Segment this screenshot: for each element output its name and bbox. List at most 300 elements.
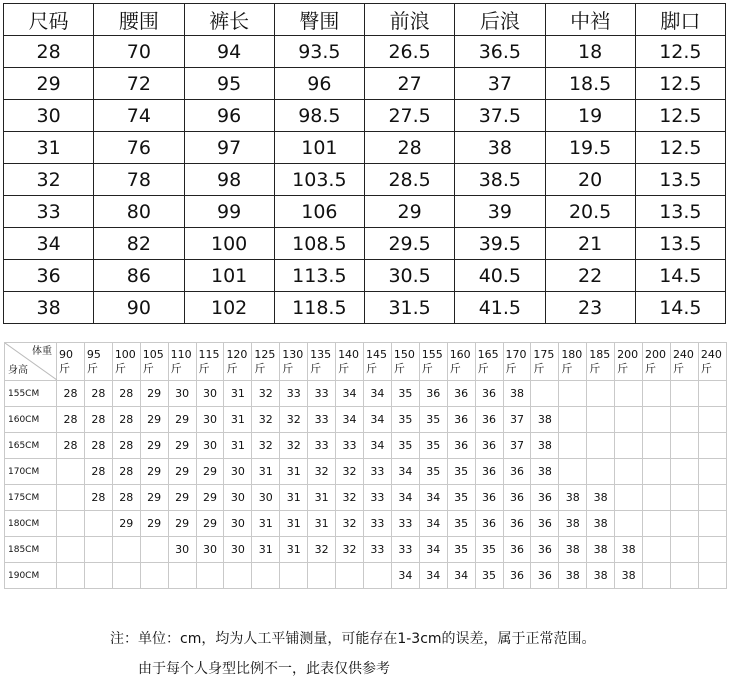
weight-header-cell — [308, 343, 336, 381]
size-recommendation-cell: 35 — [391, 381, 419, 407]
size-recommendation-cell: 31 — [224, 407, 252, 433]
weight-value: 200 — [617, 347, 639, 361]
size-recommendation-cell: 31 — [280, 485, 308, 511]
size-recommendation-cell: 37 — [503, 407, 531, 433]
size-recommendation-cell — [559, 407, 587, 433]
weight-unit: 斤 — [477, 361, 489, 375]
size-recommendation-cell: 38 — [587, 485, 615, 511]
height-row — [5, 563, 727, 589]
size-recommendation-cell: 31 — [280, 459, 308, 485]
weight-value: 115 — [198, 347, 220, 361]
size-recommendation-cell: 30 — [224, 511, 252, 537]
size-cell: 12.5 — [635, 100, 725, 132]
size-recommendation-cell: 30 — [224, 485, 252, 511]
size-recommendation-cell: 38 — [587, 563, 615, 589]
size-recommendation-cell: 32 — [280, 433, 308, 459]
height-row — [5, 433, 727, 459]
weight-unit: 斤 — [617, 361, 629, 375]
weight-height-table — [4, 342, 727, 589]
size-cell: 76 — [94, 132, 184, 164]
size-recommendation-cell — [670, 433, 698, 459]
size-recommendation-cell: 28 — [84, 381, 112, 407]
weight-unit: 斤 — [505, 361, 517, 375]
weight-header-cell — [57, 343, 85, 381]
weight-unit: 斤 — [86, 361, 98, 375]
size-cell: 30.5 — [365, 260, 455, 292]
size-recommendation-cell — [57, 563, 85, 589]
weight-value: 120 — [226, 347, 248, 361]
size-cell: 30 — [4, 100, 94, 132]
size-recommendation-cell: 29 — [112, 511, 140, 537]
size-recommendation-cell: 28 — [112, 433, 140, 459]
height-row — [5, 407, 727, 433]
size-row — [4, 196, 726, 228]
size-cell: 18 — [545, 36, 635, 68]
size-recommendation-cell: 36 — [447, 433, 475, 459]
height-row — [5, 511, 727, 537]
size-recommendation-cell: 34 — [363, 433, 391, 459]
size-cell: 38 — [455, 132, 545, 164]
size-recommendation-cell: 38 — [615, 563, 643, 589]
weight-header-cell — [643, 343, 671, 381]
size-recommendation-cell: 34 — [363, 407, 391, 433]
weight-value: 140 — [338, 347, 360, 361]
size-recommendation-cell: 36 — [531, 511, 559, 537]
size-recommendation-cell: 28 — [112, 381, 140, 407]
size-cell: 96 — [274, 68, 364, 100]
size-recommendation-cell: 28 — [84, 459, 112, 485]
size-recommendation-cell: 28 — [57, 433, 85, 459]
size-recommendation-cell — [587, 433, 615, 459]
weight-header-cell — [503, 343, 531, 381]
size-recommendation-cell — [615, 511, 643, 537]
size-recommendation-cell: 38 — [587, 511, 615, 537]
note-reference: 由于每个人身型比例不一，此表仅供参考 — [138, 661, 390, 677]
size-recommendation-cell — [587, 381, 615, 407]
size-cell: 106 — [274, 196, 364, 228]
size-recommendation-cell — [670, 563, 698, 589]
weight-header-cell — [168, 343, 196, 381]
size-recommendation-cell — [140, 563, 168, 589]
size-cell: 31.5 — [365, 292, 455, 324]
size-chart-body — [4, 36, 726, 324]
size-recommendation-cell: 31 — [252, 459, 280, 485]
size-recommendation-cell: 29 — [168, 485, 196, 511]
size-recommendation-cell: 33 — [363, 511, 391, 537]
size-cell: 97 — [184, 132, 274, 164]
size-cell: 95 — [184, 68, 274, 100]
size-recommendation-cell — [615, 407, 643, 433]
corner-weight-label: 体重 — [32, 346, 52, 357]
size-cell: 96 — [184, 100, 274, 132]
size-recommendation-cell: 36 — [419, 381, 447, 407]
size-recommendation-cell: 33 — [363, 459, 391, 485]
size-recommendation-cell — [559, 381, 587, 407]
size-cell: 12.5 — [635, 36, 725, 68]
height-label: 190CM — [5, 563, 57, 589]
size-cell: 101 — [274, 132, 364, 164]
height-row — [5, 381, 727, 407]
size-recommendation-cell — [698, 485, 726, 511]
height-row — [5, 537, 727, 563]
size-recommendation-cell — [643, 485, 671, 511]
size-cell: 13.5 — [635, 196, 725, 228]
size-recommendation-cell: 38 — [503, 381, 531, 407]
weight-header-cell — [252, 343, 280, 381]
size-recommendation-cell — [168, 563, 196, 589]
size-cell: 12.5 — [635, 68, 725, 100]
size-recommendation-cell — [252, 563, 280, 589]
size-recommendation-cell — [531, 381, 559, 407]
size-recommendation-cell — [559, 433, 587, 459]
size-recommendation-cell: 29 — [168, 459, 196, 485]
size-cell: 14.5 — [635, 260, 725, 292]
weight-value: 185 — [589, 347, 611, 361]
size-recommendation-cell: 35 — [475, 563, 503, 589]
size-recommendation-cell — [643, 459, 671, 485]
height-label: 160CM — [5, 407, 57, 433]
size-recommendation-cell: 34 — [336, 407, 364, 433]
corner-height-label: 身高 — [8, 365, 28, 376]
size-cell: 27.5 — [365, 100, 455, 132]
size-cell: 38.5 — [455, 164, 545, 196]
size-recommendation-cell — [308, 563, 336, 589]
size-recommendation-cell: 33 — [336, 433, 364, 459]
size-cell: 38 — [4, 292, 94, 324]
size-recommendation-cell: 36 — [531, 563, 559, 589]
size-cell: 20 — [545, 164, 635, 196]
size-recommendation-cell — [643, 381, 671, 407]
size-recommendation-cell: 38 — [587, 537, 615, 563]
size-recommendation-cell: 30 — [196, 407, 224, 433]
size-recommendation-cell — [670, 537, 698, 563]
size-cell: 12.5 — [635, 132, 725, 164]
size-recommendation-cell: 35 — [419, 407, 447, 433]
size-recommendation-cell — [670, 511, 698, 537]
size-cell: 33 — [4, 196, 94, 228]
size-cell: 36 — [4, 260, 94, 292]
size-recommendation-cell: 29 — [168, 407, 196, 433]
size-recommendation-cell: 32 — [280, 407, 308, 433]
weight-header-cell — [587, 343, 615, 381]
weight-value: 125 — [254, 347, 276, 361]
weight-value: 180 — [561, 347, 583, 361]
height-label: 175CM — [5, 485, 57, 511]
size-recommendation-cell — [615, 433, 643, 459]
size-recommendation-cell: 32 — [252, 381, 280, 407]
size-recommendation-cell: 32 — [252, 407, 280, 433]
size-recommendation-cell: 35 — [391, 433, 419, 459]
size-cell: 28 — [365, 132, 455, 164]
size-recommendation-cell: 35 — [475, 537, 503, 563]
size-recommendation-cell: 31 — [280, 511, 308, 537]
size-header-cell: 尺码 — [4, 4, 94, 36]
size-header-cell: 臀围 — [274, 4, 364, 36]
size-recommendation-cell — [698, 381, 726, 407]
size-recommendation-cell — [84, 563, 112, 589]
size-header-cell: 腰围 — [94, 4, 184, 36]
size-chart-table — [3, 3, 726, 324]
size-recommendation-cell — [363, 563, 391, 589]
weight-height-header-row — [5, 343, 727, 381]
size-recommendation-cell: 36 — [503, 563, 531, 589]
size-recommendation-cell: 35 — [419, 459, 447, 485]
size-recommendation-cell — [57, 537, 85, 563]
size-recommendation-cell: 30 — [168, 381, 196, 407]
weight-header-cell — [336, 343, 364, 381]
weight-value: 155 — [421, 347, 443, 361]
size-recommendation-cell — [670, 485, 698, 511]
size-recommendation-cell: 31 — [252, 511, 280, 537]
size-recommendation-cell — [57, 459, 85, 485]
size-recommendation-cell — [698, 459, 726, 485]
weight-header-cell — [84, 343, 112, 381]
size-cell: 102 — [184, 292, 274, 324]
size-recommendation-cell: 36 — [531, 485, 559, 511]
size-recommendation-cell: 33 — [391, 511, 419, 537]
size-recommendation-cell — [84, 511, 112, 537]
size-recommendation-cell — [112, 563, 140, 589]
size-recommendation-cell: 35 — [447, 485, 475, 511]
size-recommendation-cell: 38 — [531, 459, 559, 485]
weight-header-cell — [670, 343, 698, 381]
size-recommendation-cell — [140, 537, 168, 563]
size-cell: 80 — [94, 196, 184, 228]
size-recommendation-cell: 38 — [559, 511, 587, 537]
size-cell: 31 — [4, 132, 94, 164]
size-recommendation-cell: 38 — [559, 537, 587, 563]
size-cell: 22 — [545, 260, 635, 292]
weight-value: 240 — [672, 347, 694, 361]
weight-unit: 斤 — [310, 361, 322, 375]
size-cell: 118.5 — [274, 292, 364, 324]
weight-value: 100 — [114, 347, 136, 361]
size-recommendation-cell: 36 — [475, 459, 503, 485]
size-recommendation-cell: 28 — [84, 433, 112, 459]
size-recommendation-cell: 36 — [503, 459, 531, 485]
size-cell: 21 — [545, 228, 635, 260]
size-recommendation-cell — [112, 537, 140, 563]
size-recommendation-cell: 30 — [196, 433, 224, 459]
size-recommendation-cell — [615, 485, 643, 511]
size-recommendation-cell: 34 — [419, 563, 447, 589]
size-recommendation-cell: 35 — [447, 511, 475, 537]
note-measurement: 注：单位：cm，均为人工平铺测量，可能存在1-3cm的误差，属于正常范围。 — [110, 631, 596, 647]
size-recommendation-cell — [57, 511, 85, 537]
weight-value: 165 — [477, 347, 499, 361]
size-row — [4, 292, 726, 324]
size-cell: 29 — [4, 68, 94, 100]
weight-header-cell — [112, 343, 140, 381]
size-recommendation-cell: 36 — [475, 485, 503, 511]
size-recommendation-cell: 33 — [363, 537, 391, 563]
weight-value: 105 — [142, 347, 164, 361]
size-recommendation-cell: 34 — [336, 381, 364, 407]
size-header-cell: 前浪 — [365, 4, 455, 36]
size-cell: 23 — [545, 292, 635, 324]
size-recommendation-cell: 28 — [112, 407, 140, 433]
size-recommendation-cell: 28 — [112, 485, 140, 511]
size-recommendation-cell: 30 — [224, 459, 252, 485]
height-label: 170CM — [5, 459, 57, 485]
size-cell: 27 — [365, 68, 455, 100]
weight-unit: 斤 — [170, 361, 182, 375]
size-recommendation-cell — [698, 433, 726, 459]
weight-unit: 斤 — [700, 361, 712, 375]
weight-header-cell — [419, 343, 447, 381]
size-row — [4, 132, 726, 164]
size-recommendation-cell: 32 — [308, 537, 336, 563]
weight-value: 200 — [645, 347, 667, 361]
size-recommendation-cell: 33 — [308, 407, 336, 433]
size-recommendation-cell: 31 — [224, 381, 252, 407]
size-recommendation-cell — [643, 537, 671, 563]
size-recommendation-cell: 33 — [363, 485, 391, 511]
size-cell: 34 — [4, 228, 94, 260]
size-recommendation-cell: 29 — [140, 433, 168, 459]
weight-value: 95 — [86, 347, 101, 361]
size-cell: 32 — [4, 164, 94, 196]
height-label: 155CM — [5, 381, 57, 407]
size-recommendation-cell: 30 — [196, 381, 224, 407]
size-recommendation-cell: 28 — [57, 381, 85, 407]
size-cell: 28 — [4, 36, 94, 68]
size-cell: 28.5 — [365, 164, 455, 196]
size-recommendation-cell: 31 — [308, 511, 336, 537]
size-recommendation-cell: 32 — [336, 537, 364, 563]
weight-value: 130 — [282, 347, 304, 361]
size-cell: 36.5 — [455, 36, 545, 68]
weight-unit: 斤 — [365, 361, 377, 375]
size-recommendation-cell — [698, 537, 726, 563]
size-cell: 18.5 — [545, 68, 635, 100]
size-recommendation-cell: 33 — [308, 381, 336, 407]
size-recommendation-cell: 29 — [140, 381, 168, 407]
size-recommendation-cell: 34 — [391, 563, 419, 589]
weight-value: 135 — [310, 347, 332, 361]
size-cell: 39 — [455, 196, 545, 228]
size-recommendation-cell: 29 — [140, 511, 168, 537]
size-recommendation-cell: 30 — [168, 537, 196, 563]
size-cell: 90 — [94, 292, 184, 324]
size-recommendation-cell — [224, 563, 252, 589]
size-recommendation-cell: 36 — [475, 381, 503, 407]
size-recommendation-cell: 36 — [475, 511, 503, 537]
size-recommendation-cell: 33 — [280, 381, 308, 407]
size-recommendation-cell: 31 — [308, 485, 336, 511]
size-recommendation-cell — [587, 407, 615, 433]
size-recommendation-cell: 29 — [196, 511, 224, 537]
size-recommendation-cell: 32 — [252, 433, 280, 459]
corner-header-cell — [5, 343, 57, 381]
height-label: 165CM — [5, 433, 57, 459]
size-recommendation-cell — [670, 407, 698, 433]
size-cell: 74 — [94, 100, 184, 132]
size-recommendation-cell: 36 — [475, 433, 503, 459]
size-recommendation-cell: 29 — [140, 407, 168, 433]
weight-header-cell — [475, 343, 503, 381]
size-recommendation-cell: 34 — [419, 485, 447, 511]
size-recommendation-cell: 31 — [224, 433, 252, 459]
size-recommendation-cell: 29 — [168, 511, 196, 537]
weight-unit: 斤 — [338, 361, 350, 375]
weight-header-cell — [280, 343, 308, 381]
weight-header-cell — [698, 343, 726, 381]
size-cell: 13.5 — [635, 228, 725, 260]
weight-height-chart — [4, 342, 726, 589]
size-cell: 37.5 — [455, 100, 545, 132]
weight-value: 175 — [533, 347, 555, 361]
size-recommendation-cell: 33 — [308, 433, 336, 459]
weight-unit: 斤 — [672, 361, 684, 375]
height-row — [5, 459, 727, 485]
size-recommendation-cell: 36 — [447, 407, 475, 433]
size-recommendation-cell — [643, 433, 671, 459]
size-recommendation-cell — [615, 459, 643, 485]
size-recommendation-cell: 34 — [419, 537, 447, 563]
size-recommendation-cell: 38 — [615, 537, 643, 563]
size-cell: 29 — [365, 196, 455, 228]
size-recommendation-cell: 36 — [475, 407, 503, 433]
size-recommendation-cell: 30 — [224, 537, 252, 563]
size-row — [4, 100, 726, 132]
size-recommendation-cell: 29 — [196, 485, 224, 511]
weight-value: 160 — [449, 347, 471, 361]
size-recommendation-cell: 29 — [140, 459, 168, 485]
size-cell: 72 — [94, 68, 184, 100]
size-recommendation-cell — [57, 485, 85, 511]
weight-unit: 斤 — [421, 361, 433, 375]
weight-unit: 斤 — [114, 361, 126, 375]
size-header-cell: 脚口 — [635, 4, 725, 36]
size-header-cell: 裤长 — [184, 4, 274, 36]
size-recommendation-cell: 32 — [308, 459, 336, 485]
size-recommendation-cell: 36 — [503, 511, 531, 537]
size-recommendation-cell — [559, 459, 587, 485]
weight-value: 145 — [365, 347, 387, 361]
height-row — [5, 485, 727, 511]
size-recommendation-cell: 35 — [447, 537, 475, 563]
weight-height-body — [5, 381, 727, 589]
size-recommendation-cell — [670, 381, 698, 407]
size-recommendation-cell — [280, 563, 308, 589]
size-recommendation-cell: 34 — [363, 381, 391, 407]
size-recommendation-cell: 32 — [336, 485, 364, 511]
weight-value: 110 — [170, 347, 192, 361]
weight-unit: 斤 — [198, 361, 210, 375]
size-cell: 13.5 — [635, 164, 725, 196]
weight-value: 170 — [505, 347, 527, 361]
size-recommendation-cell: 38 — [559, 485, 587, 511]
size-recommendation-cell — [698, 563, 726, 589]
size-cell: 20.5 — [545, 196, 635, 228]
size-recommendation-cell: 35 — [419, 433, 447, 459]
weight-unit: 斤 — [589, 361, 601, 375]
size-cell: 14.5 — [635, 292, 725, 324]
size-recommendation-cell: 34 — [391, 459, 419, 485]
size-recommendation-cell — [643, 563, 671, 589]
weight-unit: 斤 — [561, 361, 573, 375]
size-cell: 40.5 — [455, 260, 545, 292]
size-cell: 29.5 — [365, 228, 455, 260]
size-cell: 78 — [94, 164, 184, 196]
size-recommendation-cell: 34 — [391, 485, 419, 511]
size-header-cell: 中裆 — [545, 4, 635, 36]
size-recommendation-cell: 36 — [503, 537, 531, 563]
weight-unit: 斤 — [449, 361, 461, 375]
size-recommendation-cell — [698, 407, 726, 433]
size-recommendation-cell: 36 — [447, 381, 475, 407]
